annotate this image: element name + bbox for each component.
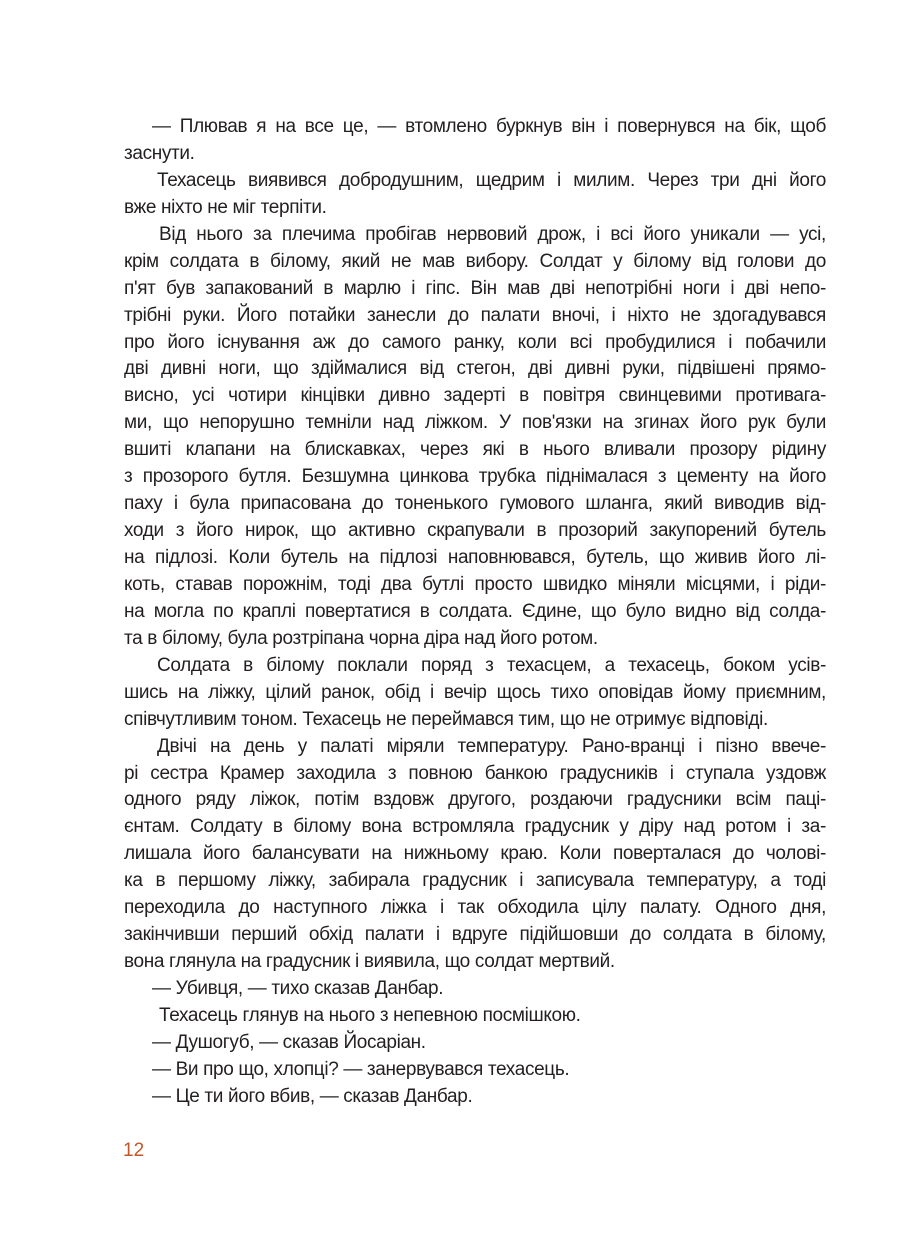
text-line: з прозорого бутля. Безшумна цинкова трубка піднімалася з цементу на його [124, 466, 826, 488]
text-line: заснути. [124, 142, 195, 164]
text-line: п'ят був запакований в марлю і гіпс. Він мав дві непотрібні ноги і дві непо- [124, 277, 826, 299]
text-line: крім солдата в білому, який не мав вибору. Солдат у білому від голови до [124, 250, 826, 272]
text-line: вже ніхто не міг терпіти. [124, 196, 327, 218]
text-line: та в білому, була розтріпана чорна діра над його ротом. [124, 627, 598, 649]
text-line: ка в першому ліжку, забирала градусник і записувала температуру, а тоді [124, 870, 826, 892]
text-line: про його існування аж до самого ранку, коли всі пробудилися і побачили [124, 331, 826, 353]
text-line: дві дивні ноги, що здіймалися від стегон, дві дивні руки, підвішені прямо- [124, 358, 826, 380]
text-line: переходила до наступного ліжка і так обходила цілу палату. Одного дня, [124, 897, 826, 919]
text-line: — Це ти його вбив, — сказав Данбар. [152, 1085, 473, 1107]
text-line: закінчивши перший обхід палати і вдруге підійшовши до солдата в білому, [124, 924, 826, 946]
text-line: Від нього за плечима пробігав нервовий дрож, і всі його уникали — усі, [159, 223, 826, 245]
body-text [124, 114, 826, 1111]
text-line: ходи з його нирок, що активно скрапували в прозорий закупорений бутель [124, 520, 826, 542]
text-line: — Душогуб, — сказав Йосаріан. [152, 1031, 426, 1053]
text-line: рі сестра Крамер заходила з повною банкою градусників і ступала уздовж [124, 762, 826, 784]
text-line: вшиті клапани на блискавках, через які в нього вливали прозору рідину [124, 439, 826, 461]
text-line: одного ряду ліжок, потім вздовж другого, роздаючи градусники всім паці- [124, 789, 826, 811]
text-line: — Плював я на все це, — втомлено буркнув він і повернувся на бік, щоб [152, 116, 826, 137]
text-line: на підлозі. Коли бутель на підлозі наповнювався, бутель, що живив його лі- [124, 547, 826, 568]
text-line: лишала його балансувати на нижньому краю. Коли поверталася до чолові- [124, 843, 826, 865]
text-line: паху і була припасована до тоненького гумового шланга, який виводив від- [124, 493, 826, 515]
text-line: Двічі на день у палаті міряли температуру. Рано-вранці і пізно ввече- [157, 735, 826, 757]
text-line: єнтам. Солдату в білому вона встромляла градусник у діру над ротом і за- [124, 816, 826, 838]
text-line: ми, що непорушно темніли над ліжком. У пов'язки на згинах його рук були [124, 412, 826, 434]
page-number: 12 [123, 1140, 145, 1161]
text-line: Техасець виявився добродушним, щедрим і милим. Через три дні його [157, 169, 826, 191]
text-line: шись на ліжку, цілий ранок, обід і вечір щось тихо оповідав йому приємним, [124, 681, 826, 703]
text-line: — Убивця, — тихо сказав Данбар. [152, 978, 444, 999]
text-line: Солдата в білому поклали поряд з техасцем, а техасець, боком усів- [157, 654, 826, 676]
text-line: висно, усі чотири кінцівки дивно задерті в повітря свинцевими противага- [124, 385, 826, 407]
text-line: трібні руки. Його потайки занесли до палати вночі, і ніхто не здогадувався [124, 304, 826, 326]
text-line: вона глянула на градусник і виявила, що солдат мертвий. [124, 951, 615, 973]
text-line: коть, ставав порожнім, тоді два бутлі просто швидко міняли місцями, і ріди- [124, 573, 826, 595]
text-line: — Ви про що, хлопці? — занервувався техасець. [152, 1058, 570, 1080]
text-line: на могла по краплі повертатися в солдата. Єдине, що було видно від солда- [124, 600, 826, 622]
text-line: співчутливим тоном. Техасець не переймався тим, що не отримує відповіді. [124, 708, 768, 730]
text-line: Техасець глянув на нього з непевною посмішкою. [159, 1004, 581, 1026]
